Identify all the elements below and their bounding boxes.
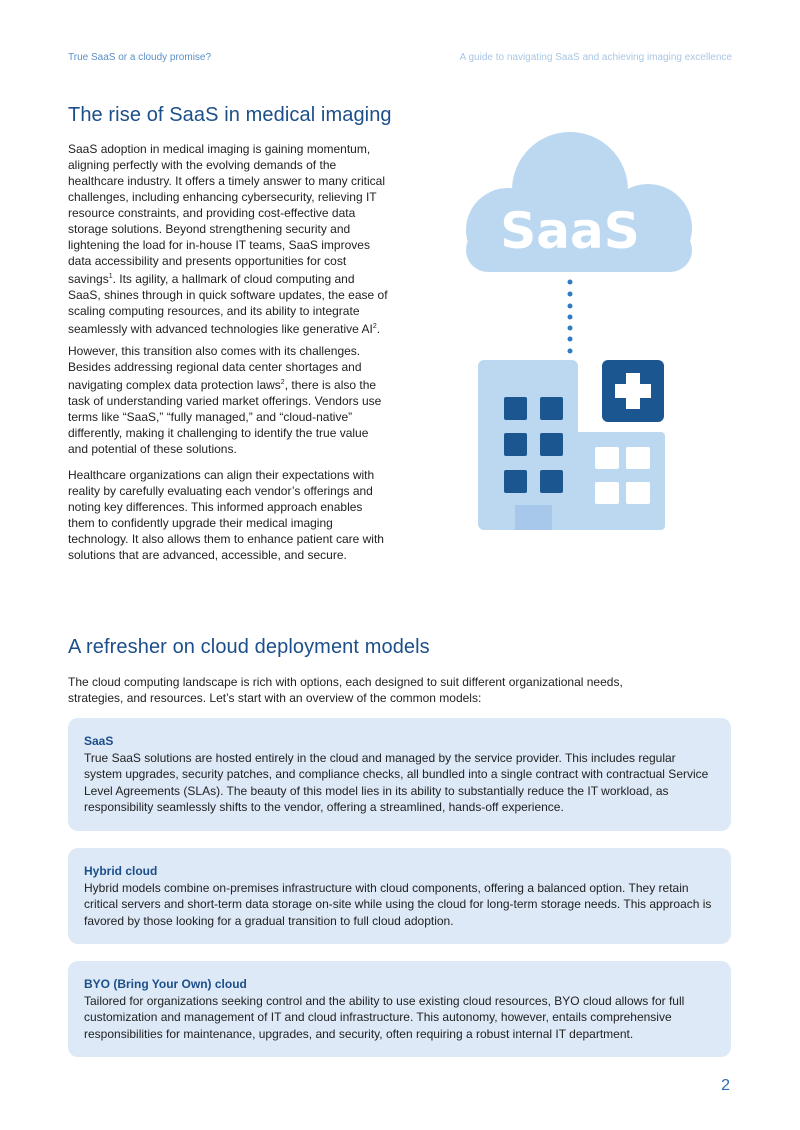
card-saas [68, 718, 731, 831]
card-hybrid-cloud [68, 848, 731, 944]
medical-cross-icon [602, 360, 664, 422]
card-title: BYO (Bring Your Own) cloud [84, 977, 247, 991]
connector-dots [568, 280, 573, 354]
paragraph-3: Healthcare organizations can align their expectations with reality by carefully evaluating each vendor’s offerings and noting key differences. This informed approach enables them to confidently upgrade their medical imaging technology. It also allows them to enhance patient care with solutions that are advanced, accessible, and secure. [68, 468, 384, 562]
card-text: True SaaS solutions are hosted entirely in the cloud and managed by the service provider. This includes regular system upgrades, security patches, and compliance checks, all bundled into a single contract with contractual Service Level Agreements (SLAs). The beauty of this model lies in its ability to substantially reduce the IT workload, as responsibility seamlessly shifts to the vendor, offering a streamlined, hands-off experience. [84, 751, 709, 814]
section-title-rise-of-saas: The rise of SaaS in medical imaging [68, 104, 392, 126]
section-title-cloud-models: A refresher on cloud deployment models [68, 636, 430, 658]
rise-of-saas-body [68, 141, 390, 569]
running-header-left: True SaaS or a cloudy promise? [68, 52, 212, 63]
running-header-right: A guide to navigating SaaS and achieving imaging excellence [459, 52, 732, 63]
cloud-icon [466, 132, 692, 272]
paragraph-1: SaaS adoption in medical imaging is gaining momentum, aligning perfectly with the evolving demands of the healthcare industry. It offers a timely answer to many critical challenges, including enhancing cybersecurity, relieving IT resource constraints, and providing cost-effective data storage solutions. Beyond strengthening security and lightening the load for in-house IT teams, SaaS improves data accessibility and presents opportunities for cost savings$^1$. Its agility, a hallmark of cloud computing and SaaS, shines through in quick software updates, the ease of scaling computing resources, and its ability to integrate seamlessly with advanced technologies like generative $AI^2$. [68, 142, 388, 336]
card-text: Hybrid models combine on-premises infrastructure with cloud components, offering a balanced option. They retain critical servers and short-term data storage on-site while using the cloud for long-term storage needs. This approach is favored by those looking for a gradual transition to full cloud adoption. [84, 881, 712, 928]
cloud-label: SaaS [500, 202, 640, 260]
paragraph-2: However, this transition also comes with its challenges. Besides addressing regional data center shortages and navigating complex data protection laws$^2$, there is also the task of understanding varied market offerings. Vendors use terms like “SaaS,” “fully managed,” and “cloud-native” differently, making it challenging to identify the true value and potential of these solutions. [68, 344, 382, 456]
cloud-models-intro: The cloud computing landscape is rich with options, each designed to suit different organizational needs, strategies, and resources. Let’s start with an overview of the common models: [68, 675, 623, 705]
saas-illustration [430, 110, 730, 550]
card-text: Tailored for organizations seeking control and the ability to use existing cloud resources, BYO cloud allows for full customization and management of IT and cloud infrastructure. This autonomy, however, entails comprehensive responsibilities for maintenance, upgrades, and security, often requiring a robust internal IT department. [84, 994, 685, 1041]
card-title: Hybrid cloud [84, 864, 158, 878]
page-number: 2 [721, 1077, 730, 1094]
card-title: SaaS [84, 734, 114, 748]
card-byo-cloud [68, 961, 731, 1057]
cloud-hospital-svg [430, 110, 730, 550]
